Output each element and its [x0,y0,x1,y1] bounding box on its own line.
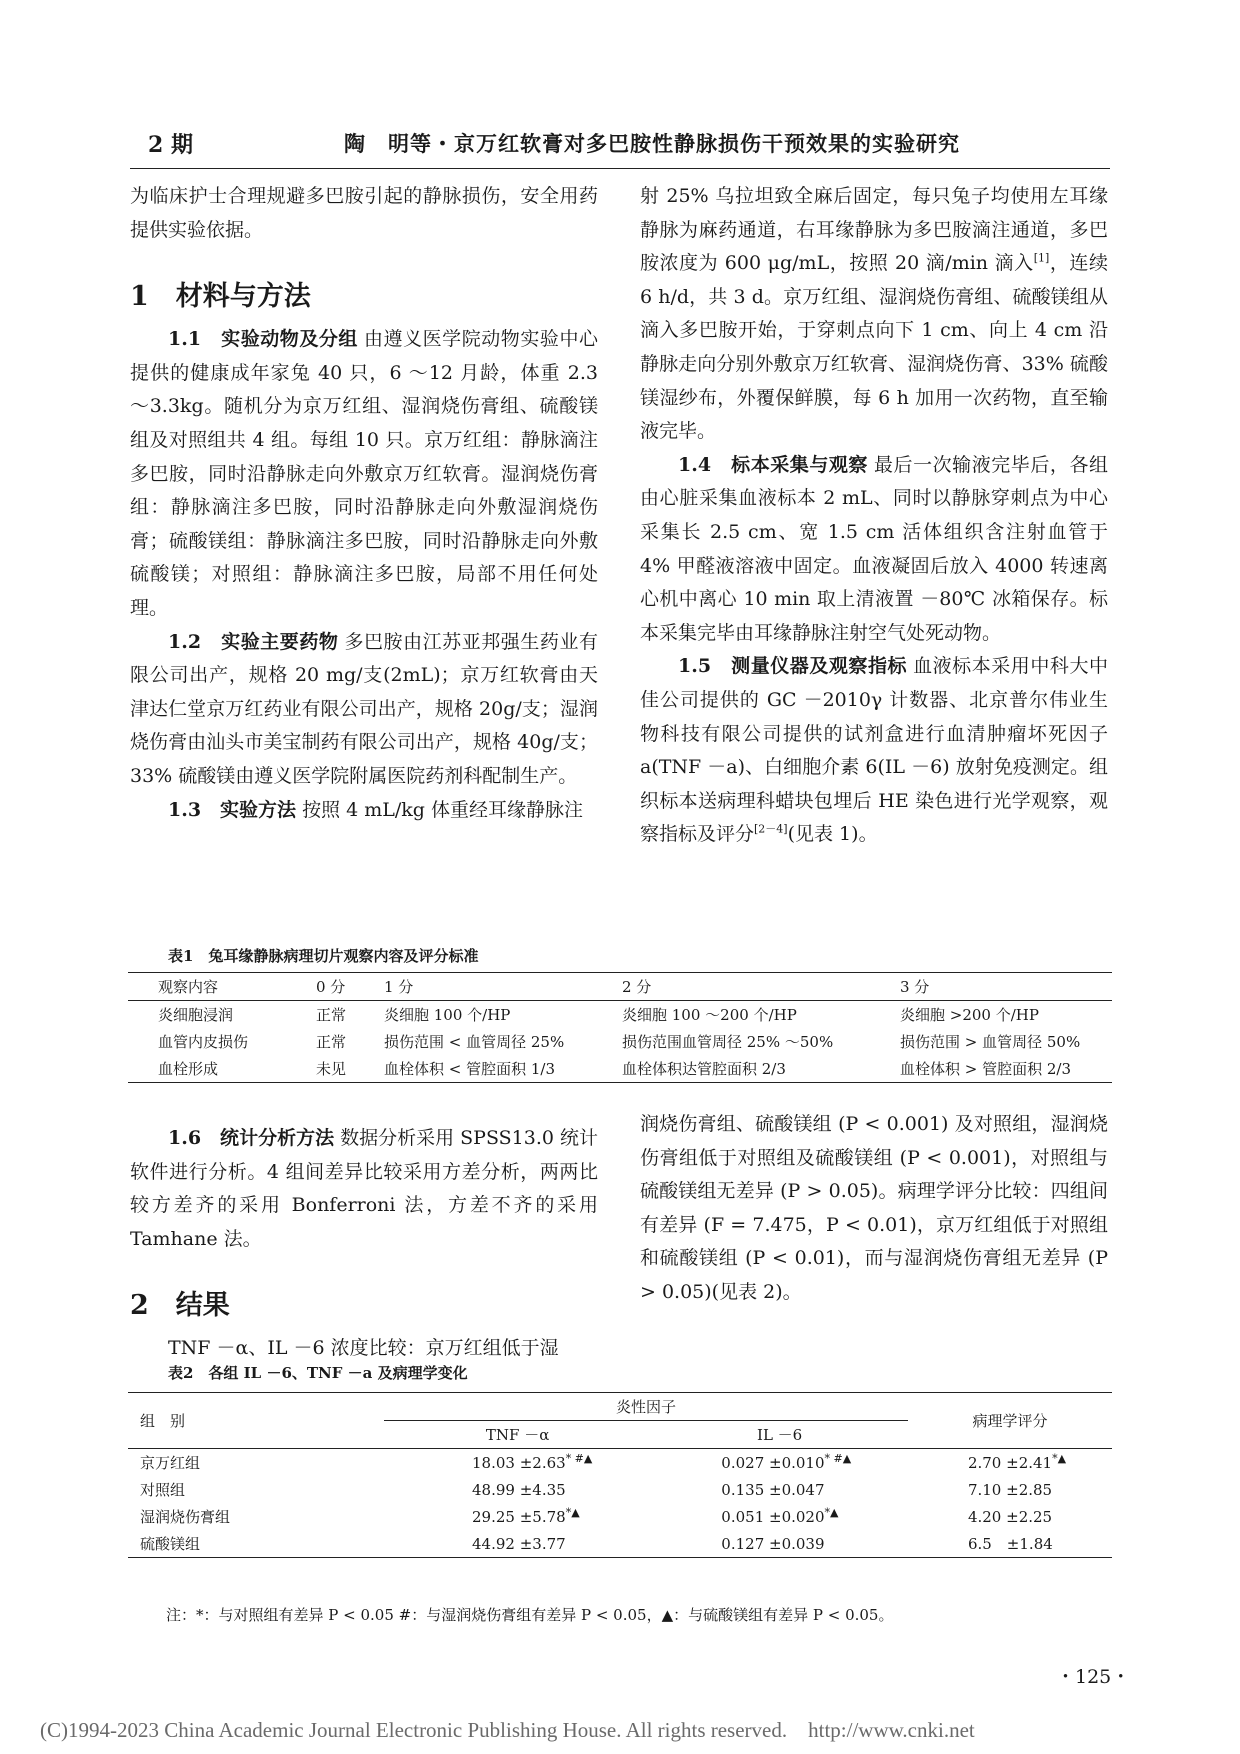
table-cell: 血栓形成 [158,1060,219,1078]
table-cell: 损伤范围血管周径 25% ～50% [622,1033,834,1051]
table-cell-tnf [384,1503,651,1530]
significance-mark: * #▲ [824,1451,852,1465]
table-cell-il6 [651,1476,908,1503]
table-value: 0.051 ±0.020 [721,1507,825,1526]
section-1-2-body: 多巴胺由江苏亚邦强生药业有限公司出产，规格 20 mg/支(2mL)；京万红软膏由天津达仁堂京万红药业有限公司出产，规格 20g/支；湿润烧伤膏由汕头市美宝制药有限公司出产，规格 40g/支；33% 硫酸镁由遵义医学院附属医院药剂科配制生产。 [130,630,598,787]
section-1-3-cont-a: 射 25% 乌拉坦致全麻后固定，每只兔子均使用左耳缘静脉为麻药通道，右耳缘静脉为多巴胺滴注通道，多巴胺浓度为 600 μg/mL，按照 20 滴/min 滴入 [640,185,1108,275]
table-value: 2.70 ±2.41 [967,1453,1053,1472]
significance-mark: *▲ [1052,1451,1067,1465]
right-column-top [640,180,1108,852]
table-1-header-row [128,973,1112,1001]
table-value: 29.25 ±5.78 [472,1507,566,1526]
table-value: 44.92 ±3.77 [472,1534,566,1553]
significance-mark: *▲ [565,1505,580,1519]
table-cell: 正常 [316,1006,347,1024]
table-cell: 血栓体积 > 管腔面积 2/3 [900,1060,1072,1078]
section-1-5-body-b: (见表 1)。 [787,823,878,846]
section-1-5-body-a: 血液标本采用中科大中佳公司提供的 GC －2010γ 计数器、北京普尔伟业生物科技有限公司提供的试剂盒进行血清肿瘤坏死因子 a(TNF －a)、白细胞介素 6(IL －6) 放射免疫测定。组织标本送病理科蜡块包埋后 HE 染色进行光学观察，观察指标及评分 [640,655,1108,846]
table-value: 0.135 ±0.047 [721,1480,825,1499]
page-number: ・125・ [1056,1666,1131,1688]
table-cell: 未见 [316,1060,347,1078]
table-cell-il6 [651,1503,908,1530]
right-column-bottom [640,1108,1108,1310]
table-row [128,1449,1112,1477]
table-2-header-il6: IL －6 [651,1421,908,1449]
significance-mark: *▲ [824,1505,839,1519]
table-cell-group: 对照组 [140,1481,186,1499]
table-2-header-inflam: 炎性因子 [384,1393,908,1421]
copyright-footer: (C)1994-2023 China Academic Journal Electronic Publishing House. All rights reserved. http://www.cnki.net [40,1718,975,1742]
section-1-6 [130,1122,598,1256]
section-1-3-continued [640,180,1108,449]
section-1-4-body: 最后一次输液完毕后，各组由心脏采集血液标本 2 mL、同时以静脉穿刺点为中心采集长 2.5 cm、宽 1.5 cm 活体组织含注射血管于 4% 甲醛液溶液中固定。血液凝固后放入 4000 转速离心机中离心 10 min 取上清液置 －80℃ 冰箱保存。标本采集完毕由耳缘静脉注射空气处死动物。 [640,453,1108,644]
section-1-4-title: 1.4 标本采集与观察 [678,453,868,476]
table-cell: 炎细胞 100 ～200 个/HP [622,1006,797,1024]
table-cell-group: 湿润烧伤膏组 [140,1508,231,1526]
table-value: 4.20 ±2.25 [967,1507,1053,1526]
table-value: 7.10 ±2.85 [967,1480,1053,1499]
table-cell-tnf [384,1476,651,1503]
section-1-6-body: 数据分析采用 SPSS13.0 统计软件进行分析。4 组间差异比较采用方差分析，两两比较方差齐的采用 Bonferroni 法，方差不齐的采用 Tamhane 法。 [130,1127,598,1250]
table-1 [128,972,1112,1083]
table-cell-group: 硫酸镁组 [140,1535,201,1553]
section-1-1-title: 1.1 实验动物及分组 [168,328,358,351]
left-column-bottom [130,1122,598,1366]
citation-2-4: [2－4] [754,822,788,836]
table-2-caption: 表2 各组 IL －6、TNF －a 及病理学变化 [168,1364,468,1382]
table-1-header: 0 分 [312,973,380,1001]
table-1-caption: 表1 兔耳缘静脉病理切片观察内容及评分标准 [168,947,479,965]
results-start: TNF －α、IL －6 浓度比较：京万红组低于湿 [168,1337,559,1360]
section-1-4 [640,449,1108,651]
table-2-header-group: 组 别 [128,1393,384,1449]
table-cell-tnf [384,1449,651,1477]
header-rule [130,168,1110,169]
section-1-6-title: 1.6 统计分析方法 [168,1127,335,1149]
section-1-3-body-start: 按照 4 mL/kg 体重经耳缘静脉注 [302,798,583,821]
table-cell: 炎细胞 >200 个/HP [900,1006,1039,1024]
table-value: 48.99 ±4.35 [472,1480,566,1499]
table-1-header: 3 分 [896,973,1112,1001]
table-cell: 血管内皮损伤 [158,1033,249,1051]
section-1-title: 1 材料与方法 [130,281,311,313]
table-cell: 血栓体积达管腔面积 2/3 [622,1060,786,1078]
table-1-header: 1 分 [380,973,618,1001]
table-cell-tnf [384,1530,651,1558]
table-cell: 血栓体积 < 管腔面积 1/3 [384,1060,556,1078]
table-row [128,1055,1112,1083]
table-value: 18.03 ±2.63 [472,1453,566,1472]
section-1-2-title: 1.2 实验主要药物 [168,630,339,653]
section-1-1-body: 由遵义医学院动物实验中心提供的健康成年家兔 40 只，6 ～12 月龄，体重 2.3 ～3.3kg。随机分为京万红组、湿润烧伤膏组、硫酸镁组及对照组共 4 组。每组 10 只。京万红组：静脉滴注多巴胺，同时沿静脉走向外敷京万红软膏。湿润烧伤膏组：静脉滴注多巴胺，同时沿静脉走向外敷湿润烧伤膏；硫酸镁组：静脉滴注多巴胺，同时沿静脉走向外敷硫酸镁；对照组：静脉滴注多巴胺，局部不用任何处理。 [130,328,598,619]
table-cell-path [908,1476,1112,1503]
section-1-5-title: 1.5 测量仪器及观察指标 [678,655,908,678]
table-cell: 炎细胞浸润 [158,1006,234,1024]
table-cell-group: 京万红组 [140,1454,201,1472]
table-1-header: 观察内容 [128,973,312,1001]
table-cell-path [908,1503,1112,1530]
table-row [128,1028,1112,1055]
table-cell-path [908,1530,1112,1558]
table-cell-il6 [651,1530,908,1558]
section-1-3-title: 1.3 实验方法 [168,798,297,821]
table-cell: 炎细胞 100 个/HP [384,1006,511,1024]
running-title: 陶 明等・京万红软膏对多巴胺性静脉损伤干预效果的实验研究 [344,131,960,156]
table-row [128,1530,1112,1558]
table-row [128,1001,1112,1029]
significance-mark: * #▲ [565,1451,593,1465]
intro-paragraph: 为临床护士合理规避多巴胺引起的静脉损伤，安全用药提供实验依据。 [130,185,598,241]
section-1-3-cont-b: ，连续 6 h/d，共 3 d。京万红组、湿润烧伤膏组、硫酸镁组从滴入多巴胺开始，于穿刺点向下 1 cm、向上 4 cm 沿静脉走向分别外敷京万红软膏、湿润烧伤膏、33% 硫酸镁湿纱布，外覆保鲜膜，每 6 h 加用一次药物，直至输液完毕。 [640,252,1108,443]
table-cell-path [908,1449,1112,1477]
citation-1: [1] [1033,251,1050,265]
table-2-header-row-1 [128,1393,1112,1421]
section-1-2 [130,626,598,794]
table-2-note: 注：*：与对照组有差异 P < 0.05 #：与湿润烧伤膏组有差异 P < 0.05，▲：与硫酸镁组有差异 P < 0.05。 [166,1606,894,1624]
table-value: 0.027 ±0.010 [721,1453,825,1472]
results-continued: 润烧伤膏组、硫酸镁组 (P < 0.001) 及对照组，湿润烧伤膏组低于对照组及硫酸镁组 (P < 0.001)，对照组与硫酸镁组无差异 (P > 0.05)。病理学评分比较：四组间有差异 (F = 7.475，P < 0.01)，京万红组低于对照组和硫酸镁组 (P < 0.01)，而与湿润烧伤膏组无差异 (P > 0.05)(见表 2)。 [640,1113,1108,1303]
issue-label: 2 期 [148,132,193,158]
table-cell: 损伤范围 > 血管周径 50% [900,1033,1081,1051]
table-cell-il6 [651,1449,908,1477]
table-cell: 正常 [316,1033,347,1051]
section-2-title: 2 结果 [130,1290,230,1322]
table-2-header-tnf: TNF －α [384,1421,651,1449]
table-2-header-path: 病理学评分 [908,1393,1112,1449]
table-1-header: 2 分 [618,973,896,1001]
section-1-3 [130,794,598,828]
table-value: 0.127 ±0.039 [721,1534,825,1553]
table-row [128,1503,1112,1530]
table-row [128,1476,1112,1503]
section-1-1 [130,323,598,625]
table-cell: 损伤范围 < 血管周径 25% [384,1033,565,1051]
left-column-top [130,180,598,827]
section-1-5 [640,650,1108,852]
table-2 [128,1392,1112,1558]
table-value: 6.5 ±1.84 [967,1535,1053,1553]
